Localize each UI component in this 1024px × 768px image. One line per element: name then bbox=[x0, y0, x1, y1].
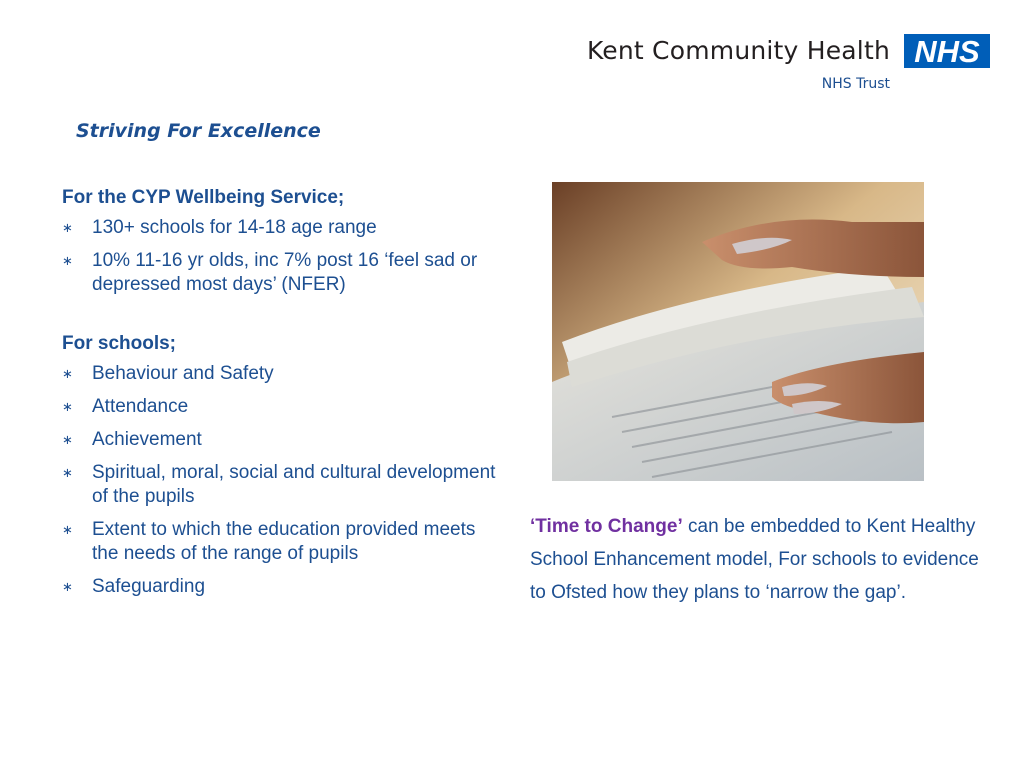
org-name: Kent Community Health bbox=[586, 36, 890, 65]
open-book-hands-icon bbox=[552, 182, 924, 481]
list-item: ∗ Spiritual, moral, social and cultural development of the pupils bbox=[62, 462, 496, 507]
list-item: ∗ Attendance bbox=[62, 396, 189, 417]
asterisk-bullet-icon: ∗ bbox=[62, 432, 73, 447]
asterisk-bullet-icon: ∗ bbox=[62, 465, 73, 480]
list-item: ∗ Behaviour and Safety bbox=[62, 363, 274, 384]
cyp-list bbox=[62, 216, 502, 297]
list-item: ∗ Safeguarding bbox=[62, 576, 206, 597]
schools-list bbox=[62, 362, 502, 599]
left-column bbox=[62, 184, 502, 608]
schools-heading: For schools; bbox=[62, 333, 177, 354]
asterisk-bullet-icon: ∗ bbox=[62, 522, 73, 537]
time-to-change-note bbox=[530, 510, 980, 609]
list-item: ∗ Achievement bbox=[62, 429, 202, 450]
asterisk-bullet-icon: ∗ bbox=[62, 253, 73, 268]
slide-title: Striving For Excellence bbox=[76, 120, 321, 142]
svg-text:NHS: NHS bbox=[914, 34, 980, 68]
time-to-change-text: can be embedded to Kent Healthy School Enhancement model, For schools to evidence to Ofsted how they plans to ‘narrow the gap’. bbox=[530, 516, 979, 603]
time-to-change-emphasis: ‘Time to Change’ bbox=[530, 516, 683, 537]
asterisk-bullet-icon: ∗ bbox=[62, 579, 73, 594]
list-item: ∗ 130+ schools for 14-18 age range bbox=[62, 217, 377, 238]
cyp-heading: For the CYP Wellbeing Service; bbox=[62, 187, 345, 208]
trust-logo bbox=[570, 34, 990, 98]
book-photo bbox=[552, 182, 924, 481]
list-item: ∗ 10% 11-16 yr olds, inc 7% post 16 ‘feel sad or depressed most days’ (NFER) bbox=[62, 250, 478, 295]
asterisk-bullet-icon: ∗ bbox=[62, 366, 73, 381]
org-subtitle: NHS Trust bbox=[821, 76, 890, 92]
asterisk-bullet-icon: ∗ bbox=[62, 220, 73, 235]
asterisk-bullet-icon: ∗ bbox=[62, 399, 73, 414]
list-item: ∗ Extent to which the education provided meets the needs of the range of pupils bbox=[62, 519, 476, 564]
nhs-logo-icon bbox=[904, 34, 990, 68]
